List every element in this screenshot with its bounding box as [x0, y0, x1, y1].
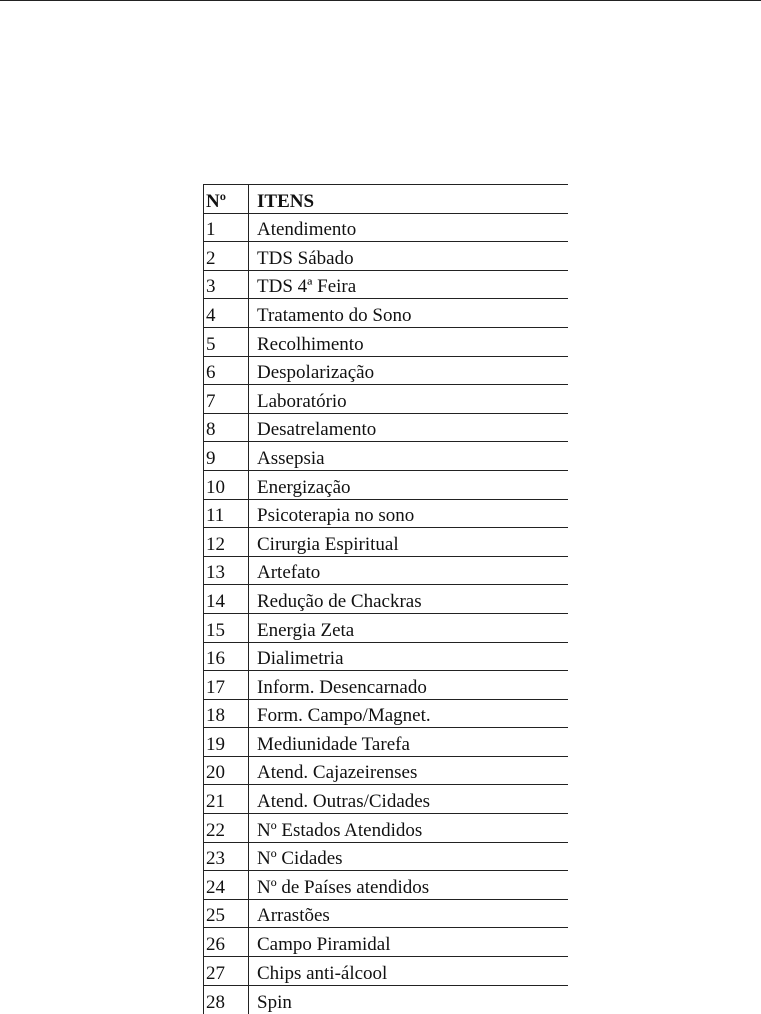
table-row [204, 499, 568, 528]
row-item: Atend. Outras/Cidades [249, 785, 568, 814]
row-item: Desatrelamento [249, 413, 568, 442]
row-item: Artefato [249, 556, 568, 585]
row-number: 15 [204, 613, 249, 642]
row-number: 23 [204, 842, 249, 871]
table-row [204, 728, 568, 757]
row-item: Despolarização [249, 356, 568, 385]
row-item: TDS Sábado [249, 242, 568, 271]
row-item: Mediunidade Tarefa [249, 728, 568, 757]
row-item: Inform. Desencarnado [249, 671, 568, 700]
table-row [204, 642, 568, 671]
table-row [204, 327, 568, 356]
table-row [204, 556, 568, 585]
table-row [204, 270, 568, 299]
row-item: Dialimetria [249, 642, 568, 671]
row-number: 27 [204, 957, 249, 986]
row-number: 24 [204, 871, 249, 900]
header-items: ITENS [249, 185, 568, 214]
row-number: 8 [204, 413, 249, 442]
row-item: Energização [249, 470, 568, 499]
row-item: Atendimento [249, 213, 568, 242]
row-item: Laboratório [249, 385, 568, 414]
row-number: 11 [204, 499, 249, 528]
table-row [204, 413, 568, 442]
row-item: Form. Campo/Magnet. [249, 699, 568, 728]
table-row [204, 756, 568, 785]
table-row [204, 470, 568, 499]
row-number: 1 [204, 213, 249, 242]
row-number: 12 [204, 528, 249, 557]
row-number: 10 [204, 470, 249, 499]
row-number: 14 [204, 585, 249, 614]
table-row [204, 213, 568, 242]
table-row [204, 899, 568, 928]
row-number: 21 [204, 785, 249, 814]
items-table [203, 184, 568, 1014]
row-number: 4 [204, 299, 249, 328]
table-row [204, 613, 568, 642]
table-row [204, 585, 568, 614]
row-number: 26 [204, 928, 249, 957]
row-item: Nº Cidades [249, 842, 568, 871]
row-number: 19 [204, 728, 249, 757]
table-row [204, 928, 568, 957]
table-row [204, 242, 568, 271]
row-item: Spin [257, 991, 292, 1013]
table-row [204, 528, 568, 557]
row-number: 20 [204, 756, 249, 785]
row-item: Chips anti-álcool [249, 957, 568, 986]
table-row [204, 957, 568, 986]
table-row [204, 299, 568, 328]
row-item: Cirurgia Espiritual [249, 528, 568, 557]
row-item: Atend. Cajazeirenses [249, 756, 568, 785]
row-item: Energia Zeta [249, 613, 568, 642]
table-row [204, 699, 568, 728]
table-row [204, 785, 568, 814]
table-header-row [204, 185, 568, 214]
row-item: Recolhimento [249, 327, 568, 356]
header-number: Nº [204, 185, 249, 214]
table-body [204, 213, 568, 1014]
row-number: 7 [204, 385, 249, 414]
row-item: Tratamento do Sono [249, 299, 568, 328]
row-item: Nº de Países atendidos [249, 871, 568, 900]
table-row [204, 356, 568, 385]
table-row [204, 814, 568, 843]
table-row [204, 385, 568, 414]
row-number: 9 [204, 442, 249, 471]
row-number: 5 [204, 327, 249, 356]
row-item: Nº Estados Atendidos [249, 814, 568, 843]
table-row [204, 985, 568, 1014]
table-row [204, 442, 568, 471]
row-number: 3 [204, 270, 249, 299]
table-row [204, 671, 568, 700]
row-number: 13 [204, 556, 249, 585]
row-number: 25 [204, 899, 249, 928]
row-item: TDS 4ª Feira [249, 270, 568, 299]
row-number: 6 [204, 356, 249, 385]
row-item: Psicoterapia no sono [249, 499, 568, 528]
page-top-rule [0, 0, 761, 1]
row-item: Campo Piramidal [249, 928, 568, 957]
row-item: Arrastões [249, 899, 568, 928]
table-row [204, 871, 568, 900]
row-number: 2 [204, 242, 249, 271]
row-number: 22 [204, 814, 249, 843]
row-number: 18 [204, 699, 249, 728]
row-number: 28 [204, 985, 249, 1014]
row-item: Assepsia [249, 442, 568, 471]
table-row [204, 842, 568, 871]
row-number: 16 [204, 642, 249, 671]
row-item: Redução de Chackras [249, 585, 568, 614]
row-number: 17 [204, 671, 249, 700]
